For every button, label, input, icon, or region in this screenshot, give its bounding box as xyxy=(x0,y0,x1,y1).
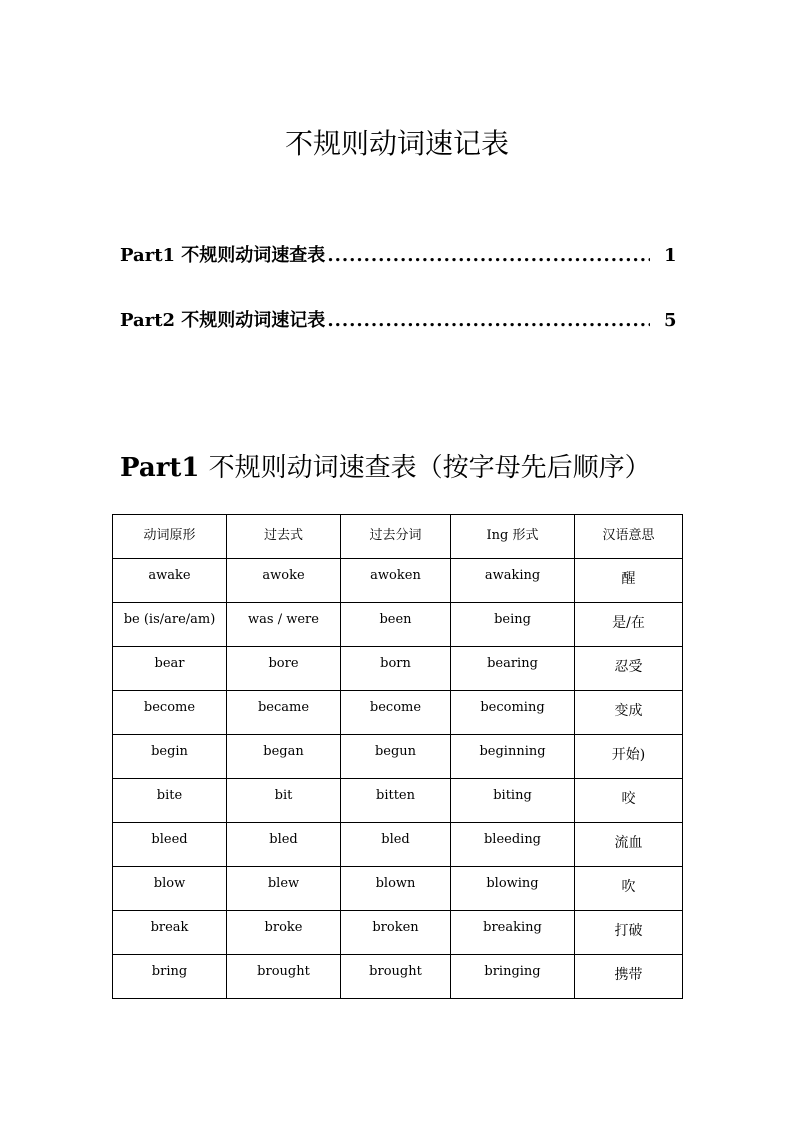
cell-ing-form: biting xyxy=(451,779,575,823)
cell-past-participle: born xyxy=(341,647,451,691)
cell-ing-form: awaking xyxy=(451,559,575,603)
cell-base-form: become xyxy=(113,691,227,735)
cell-chinese-meaning: 吹 xyxy=(575,867,683,911)
cell-past-tense: awoke xyxy=(227,559,341,603)
cell-past-tense: broke xyxy=(227,911,341,955)
cell-past-participle: bitten xyxy=(341,779,451,823)
table-row xyxy=(113,867,683,911)
cell-past-tense: blew xyxy=(227,867,341,911)
toc-entry-label: Part2 不规则动词速记表 xyxy=(120,310,326,331)
header-past-participle: 过去分词 xyxy=(341,515,451,559)
section-heading-zh: 不规则动词速查表（按字母先后顺序） xyxy=(208,453,651,483)
cell-base-form: bring xyxy=(113,955,227,999)
document-title: 不规则动词速记表 xyxy=(284,127,509,160)
toc-entry-label: Part1 不规则动词速查表 xyxy=(120,245,326,266)
cell-past-tense: was / were xyxy=(227,603,341,647)
cell-past-tense: bore xyxy=(227,647,341,691)
cell-past-participle: bled xyxy=(341,823,451,867)
cell-past-participle: begun xyxy=(341,735,451,779)
table-row xyxy=(113,647,683,691)
cell-chinese-meaning: 打破 xyxy=(575,911,683,955)
cell-past-participle: awoken xyxy=(341,559,451,603)
cell-past-participle: been xyxy=(341,603,451,647)
table-row xyxy=(113,735,683,779)
cell-base-form: blow xyxy=(113,867,227,911)
toc-leader-dots xyxy=(327,245,650,266)
cell-chinese-meaning: 携带 xyxy=(575,955,683,999)
table-row xyxy=(113,691,683,735)
cell-past-tense: bit xyxy=(227,779,341,823)
cell-past-participle: become xyxy=(341,691,451,735)
header-chinese-meaning: 汉语意思 xyxy=(575,515,683,559)
cell-chinese-meaning: 流血 xyxy=(575,823,683,867)
cell-chinese-meaning: 开始) xyxy=(575,735,683,779)
table-row xyxy=(113,823,683,867)
cell-base-form: bleed xyxy=(113,823,227,867)
cell-chinese-meaning: 忍受 xyxy=(575,647,683,691)
table-row xyxy=(113,559,683,603)
cell-base-form: begin xyxy=(113,735,227,779)
cell-ing-form: bearing xyxy=(451,647,575,691)
table-row xyxy=(113,603,683,647)
cell-base-form: be (is/are/am) xyxy=(113,603,227,647)
header-base-form: 动词原形 xyxy=(113,515,227,559)
cell-ing-form: being xyxy=(451,603,575,647)
cell-past-tense: began xyxy=(227,735,341,779)
cell-base-form: awake xyxy=(113,559,227,603)
cell-chinese-meaning: 醒 xyxy=(575,559,683,603)
table-row xyxy=(113,779,683,823)
cell-past-participle: blown xyxy=(341,867,451,911)
table-row xyxy=(113,955,683,999)
cell-past-tense: became xyxy=(227,691,341,735)
cell-ing-form: becoming xyxy=(451,691,575,735)
section-heading-en: Part1 xyxy=(120,453,200,483)
toc-leader-dots xyxy=(327,310,650,331)
cell-past-participle: brought xyxy=(341,955,451,999)
cell-ing-form: blowing xyxy=(451,867,575,911)
cell-chinese-meaning: 咬 xyxy=(575,779,683,823)
cell-past-tense: brought xyxy=(227,955,341,999)
cell-ing-form: breaking xyxy=(451,911,575,955)
section-heading xyxy=(120,449,651,487)
cell-base-form: break xyxy=(113,911,227,955)
cell-past-tense: bled xyxy=(227,823,341,867)
cell-ing-form: beginning xyxy=(451,735,575,779)
cell-base-form: bite xyxy=(113,779,227,823)
header-past-tense: 过去式 xyxy=(227,515,341,559)
cell-past-participle: broken xyxy=(341,911,451,955)
cell-ing-form: bringing xyxy=(451,955,575,999)
table-header-row xyxy=(113,515,683,559)
irregular-verb-table xyxy=(112,514,683,999)
cell-base-form: bear xyxy=(113,647,227,691)
cell-ing-form: bleeding xyxy=(451,823,575,867)
toc-entry-page: 1 xyxy=(664,245,677,266)
cell-chinese-meaning: 变成 xyxy=(575,691,683,735)
table-row xyxy=(113,911,683,955)
toc-entry-page: 5 xyxy=(664,310,677,331)
toc-entry-part2[interactable] xyxy=(120,306,676,336)
cell-chinese-meaning: 是/在 xyxy=(575,603,683,647)
header-ing-form: Ing 形式 xyxy=(451,515,575,559)
toc-entry-part1[interactable] xyxy=(120,241,676,271)
